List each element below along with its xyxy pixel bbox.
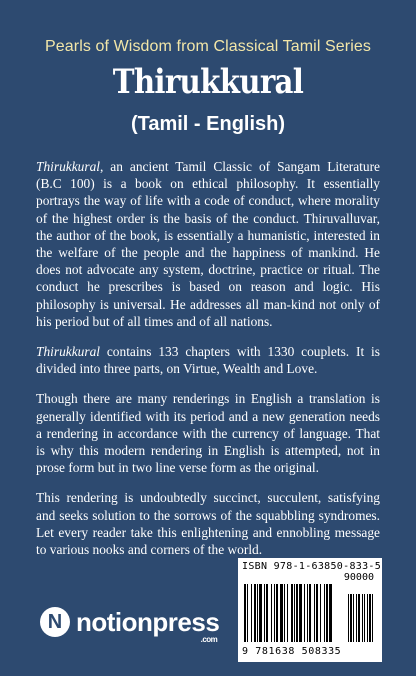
- isbn-barcode: [238, 558, 382, 662]
- paragraph-text: contains 133 chapters with 1330 couplets. It is divided into three parts, on Virtue, Wealth and Love.: [36, 344, 380, 377]
- isbn-number: ISBN 978-1-63850-833-5: [242, 561, 382, 572]
- blurb-paragraph-1: [36, 158, 380, 330]
- series-title: Pearls of Wisdom from Classical Tamil Series: [45, 38, 371, 55]
- blurb-paragraph-4: This rendering is undoubtedly succinct, succulent, satisfying and seeks solution to the sorrows of the squabbling syndromes. Let every reader take this enlightening and ennobling message to various nooks and corners of the world.: [36, 490, 380, 558]
- publisher-domain: .com: [200, 634, 218, 644]
- price-addon: 90000: [343, 572, 374, 583]
- publisher-logo-icon: N: [40, 607, 70, 637]
- italic-title: Thirukkural: [36, 159, 100, 174]
- blurb-paragraph-3: Though there are many renderings in English a translation is generally identified with its period and a new generation needs a rendering in accordance with the currency of language. That is why this modern rendering in English is attempted, not in prose form but in two line verse form as the original.: [36, 391, 380, 476]
- barcode-icon: [244, 584, 376, 644]
- paragraph-text: , an ancient Tamil Classic of Sangam Literature (B.C 100) is a book on ethical philosophy. It essentially portrays the way of life with a code of conduct, where morality of the highest order is the basis of the conduct. Thiruvalluvar, the author of the book, is essentially a humanistic, interested in the welfare of the people and the happiness of mankind. He does not advocate any system, doctrine, practice or ritual. The conduct he prescribes is based on reason and logic. His philosophy is universal. He addresses all man-kind not only of his period but of all times and of all nations.: [36, 159, 380, 329]
- publisher-name: notionpress: [76, 606, 220, 637]
- italic-title: Thirukkural: [36, 344, 100, 360]
- blurb-paragraph-2: [36, 343, 380, 377]
- ean-number: 9 781638 508335: [242, 646, 342, 657]
- publisher-logo: [40, 604, 220, 644]
- book-title: Thirukkural: [112, 62, 304, 102]
- blurb-text: [36, 158, 380, 571]
- book-subtitle: (Tamil - English): [130, 113, 286, 135]
